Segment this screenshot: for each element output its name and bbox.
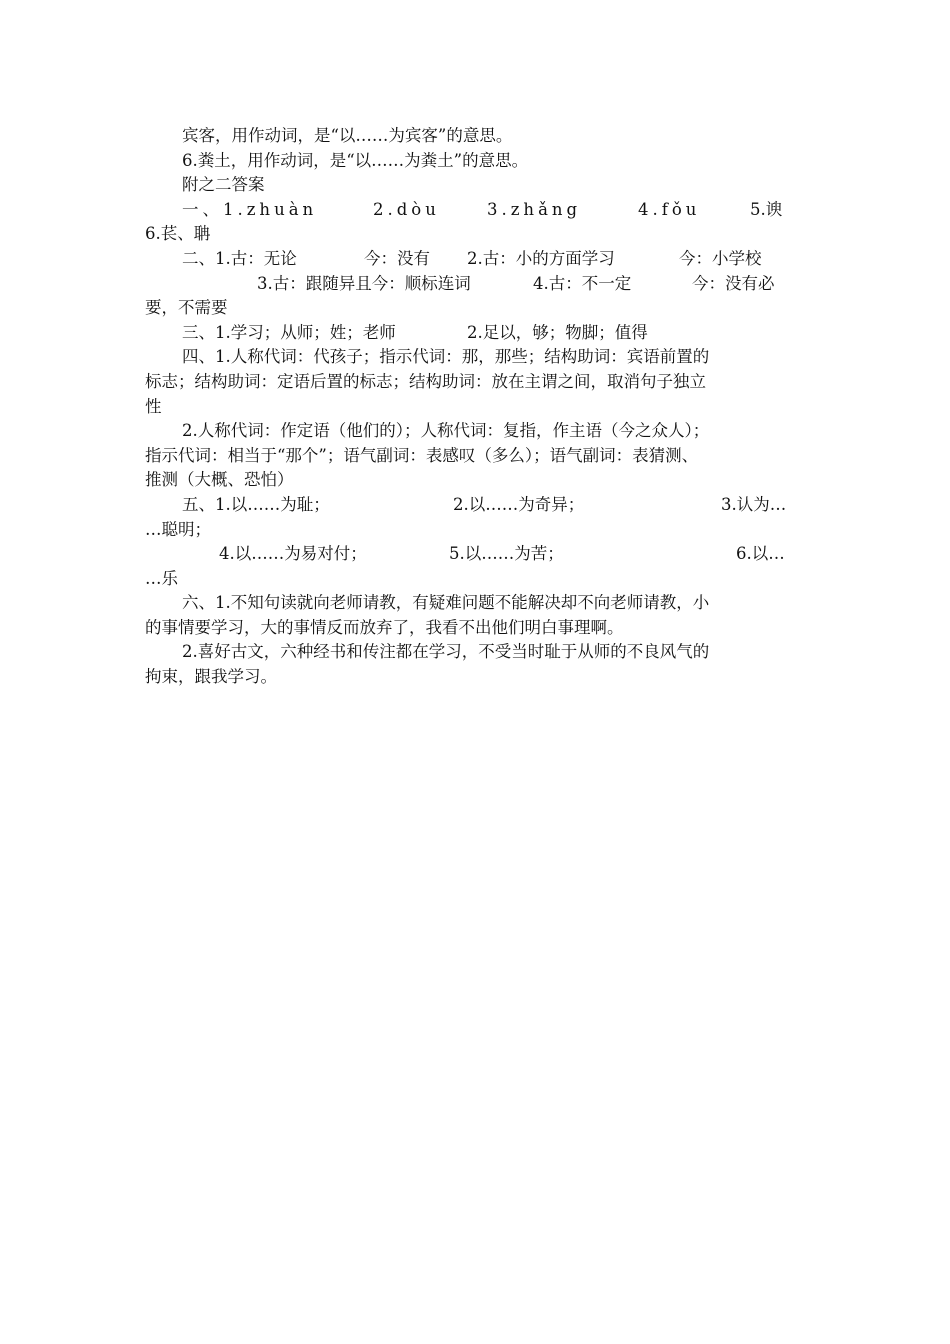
- answer-item: 3.zhǎng: [487, 199, 582, 219]
- answer-item: 一、1.zhuàn: [182, 199, 318, 219]
- text-line: 6.粪土，用作动词，是“以……为粪土”的意思。: [182, 150, 529, 170]
- answer-item: 4.以……为易对付；: [219, 544, 367, 564]
- answer-item: 5.以……为苦；: [449, 544, 564, 564]
- answer-item: 今：没有必: [692, 273, 775, 293]
- answer-item: 2.足以，够；物脚；值得: [467, 322, 648, 342]
- text-line: 性: [145, 396, 162, 416]
- answer-item: 3.古：跟随异且今：顺标连词: [257, 273, 471, 293]
- text-line: 指示代词：相当于“那个”；语气副词：表感叹（多么）；语气副词：表猜测、: [145, 445, 699, 465]
- answer-item: 三、1.学习；从师；姓；老师: [182, 322, 396, 342]
- answer-row-5: [145, 493, 815, 518]
- text-line: 宾客，用作动词，是“以……为宾客”的意思。: [182, 126, 513, 145]
- answer-row-2: [145, 247, 815, 272]
- answer-item: 2.以……为奇异；: [453, 494, 585, 514]
- text-line: 四、1.人称代词：代孩子；指示代词：那，那些；结构助词：宾语前置的: [182, 347, 710, 367]
- text-line: …聪明；: [145, 519, 211, 539]
- answer-item: 今：小学校: [679, 248, 762, 268]
- answer-row-2b: [145, 272, 815, 297]
- answer-item: 5.谀: [750, 199, 783, 219]
- text-line: 6.苌、聃: [145, 224, 211, 244]
- answer-item: 4.古：不一定: [533, 273, 632, 293]
- answer-row-5b: [145, 542, 815, 567]
- text-line: …乐: [145, 568, 178, 588]
- text-line: 拘束，跟我学习。: [145, 667, 277, 687]
- text-line: 2.人称代词：作定语（他们的）；人称代词：复指，作主语（今之众人）；: [182, 421, 710, 441]
- text-line: 标志；结构助词：定语后置的标志；结构助词：放在主谓之间，取消句子独立: [145, 371, 706, 391]
- answer-item: 6.以…: [736, 544, 785, 564]
- text-line: 要，不需要: [145, 298, 228, 318]
- answer-item: 4.fǒu: [638, 199, 701, 219]
- answer-row-3: [145, 321, 815, 346]
- text-line: 推测（大概、恐怕）: [145, 470, 294, 490]
- answer-item: 2.古：小的方面学习: [467, 248, 615, 268]
- answer-item: 今：没有: [364, 248, 430, 268]
- answer-item: 五、1.以……为耻；: [182, 494, 330, 514]
- answer-item: 2.dòu: [373, 199, 440, 219]
- section-heading: 附之二答案: [182, 175, 265, 195]
- answer-item: 二、1.古：无论: [182, 248, 297, 268]
- answer-text: [145, 124, 815, 690]
- text-line: 2.喜好古文，六种经书和传注都在学习，不受当时耻于从师的不良风气的: [182, 642, 710, 662]
- answer-item: 3.认为…: [721, 494, 787, 514]
- text-line: 的事情要学习，大的事情反而放弃了，我看不出他们明白事理啊。: [145, 617, 624, 637]
- answer-row-1: [145, 198, 815, 223]
- text-line: 六、1.不知句读就向老师请教，有疑难问题不能解决却不向老师请教，小: [182, 593, 710, 613]
